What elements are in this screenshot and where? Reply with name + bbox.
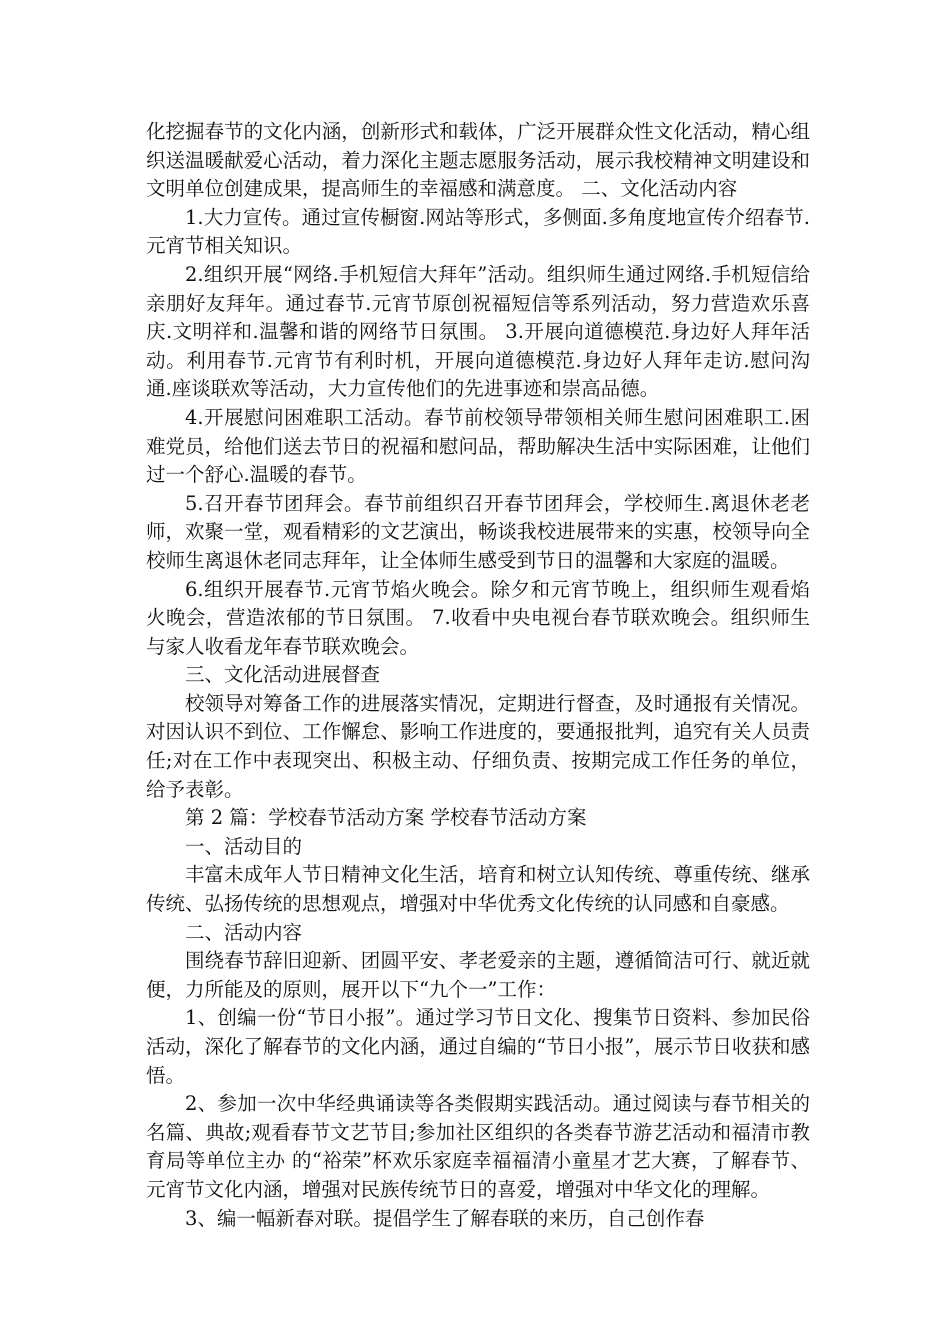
paragraph-intro: 化挖掘春节的文化内涵，创新形式和载体，广泛开展群众性文化活动，精心组织送温暖献爱心活动，着力深化主题志愿服务活动，展示我校精神文明建设和文明单位创建成果，提高师生的幸福感和满意度。 二、文化活动内容: [146, 120, 810, 201]
section-heading-content: 二、活动内容: [185, 920, 303, 944]
paragraph-item-5: 5.召开春节团拜会。春节前组织召开春节团拜会，学校师生.离退休老老师，欢聚一堂，观看精彩的文艺演出，畅谈我校进展带来的实惠，校领导向全校师生离退休老同志拜年，让全体师生感受到节日的温馨和大家庭的温暖。: [146, 491, 810, 572]
paragraph-item-2-3: 2.组织开展“网络.手机短信大拜年”活动。组织师生通过网络.手机短信给亲朋好友拜年。通过春节.元宵节原创祝福短信等系列活动，努力营造欢乐喜庆.文明祥和.温馨和谐的网络节日氛围。 3.开展向道德模范.身边好人拜年活动。利用春节.元宵节有利时机，开展向道德模范.身边好人拜年走访.慰问沟通.座谈联欢等活动，大力宣传他们的先进事迹和崇高品德。: [146, 262, 810, 401]
section-heading-supervision: 三、文化活动进展督查: [185, 663, 381, 687]
paragraph-activity-3: 3、编一幅新春对联。提倡学生了解春联的来历，自己创作春: [185, 1206, 705, 1230]
paragraph-item-4: 4.开展慰问困难职工活动。春节前校领导带领相关师生慰问困难职工.困难党员，给他们送去节日的祝福和慰问品，帮助解决生活中实际困难，让他们过一个舒心.温暖的春节。: [146, 405, 810, 487]
section-heading-purpose: 一、活动目的: [185, 834, 303, 858]
article-2-title: 第 2 篇：学校春节活动方案 学校春节活动方案: [185, 806, 587, 830]
paragraph-item-1: 1.大力宣传。通过宣传橱窗.网站等形式，多侧面.多角度地宣传介绍春节.元宵节相关知识。: [146, 205, 810, 258]
paragraph-item-6-7: 6.组织开展春节.元宵节焰火晚会。除夕和元宵节晚上，组织师生观看焰火晚会，营造浓郁的节日氛围。 7.收看中央电视台春节联欢晚会。组织师生与家人收看龙年春节联欢晚会。: [146, 577, 810, 658]
paragraph-activity-1: 1、创编一份“节日小报”。通过学习节日文化、搜集节日资料、参加民俗活动，深化了解春节的文化内涵，通过自编的“节日小报”，展示节日收获和感悟。: [146, 1006, 810, 1087]
paragraph-activity-2: 2、参加一次中华经典诵读等各类假期实践活动。通过阅读与春节相关的名篇、典故;观看春节文艺节目;参加社区组织的各类春节游艺活动和福清市教育局等单位主办 的“裕荣”杯欢乐家庭幸福福清小童星才艺大赛，了解春节、元宵节文化内涵，增强对民族传统节日的喜爱，增强对中华文化的理解。: [146, 1092, 810, 1201]
paragraph-purpose: 丰富未成年人节日精神文化生活，培育和树立认知传统、尊重传统、继承传统、弘扬传统的思想观点，增强对中华优秀文化传统的认同感和自豪感。: [146, 863, 810, 916]
paragraph-supervision: 校领导对筹备工作的进展落实情况，定期进行督查，及时通报有关情况。对因认识不到位、工作懈怠、影响工作进度的，要通报批判，追究有关人员责任;对在工作中表现突出、积极主动、仔细负责、按期完成工作任务的单位，给予表彰。: [146, 691, 810, 801]
paragraph-content-intro: 围绕春节辞旧迎新、团圆平安、孝老爱亲的主题，遵循简洁可行、就近就便，力所能及的原则，展开以下“九个一”工作：: [146, 949, 810, 1001]
document-page: [146, 118, 810, 1233]
